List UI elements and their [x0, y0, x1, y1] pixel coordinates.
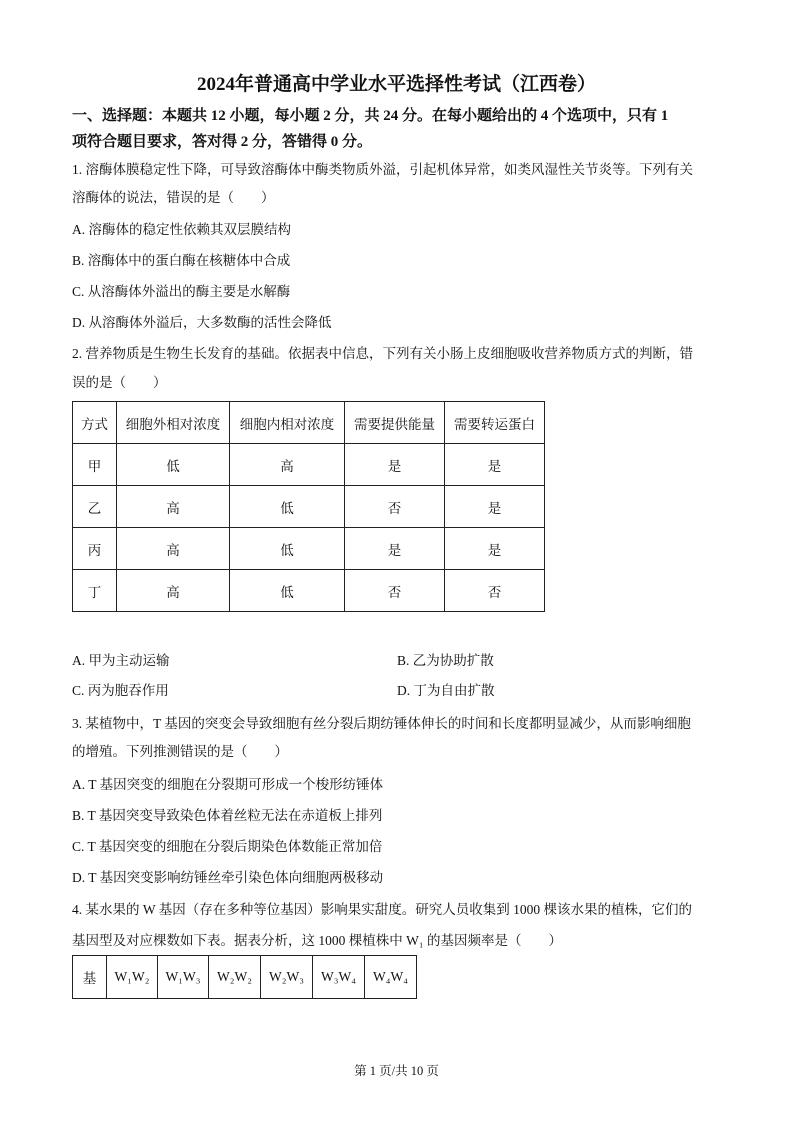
header-cell: 基 [73, 956, 107, 999]
genotype-table [72, 955, 417, 999]
table-cell: 高 [117, 570, 230, 612]
table-cell: 低 [230, 486, 345, 528]
table-header-row [73, 956, 417, 999]
q2-option-b: B. 乙为协助扩散 [397, 653, 494, 668]
question-4-stem: 基因型及对应棵数如下表。据表分析，这 1000 棵植株中 W₁ 的基因频率是（ ） [72, 933, 562, 948]
table-cell: 是 [345, 528, 445, 570]
q2-option-a: A. 甲为主动运输 [72, 653, 170, 668]
table-cell: 高 [230, 444, 345, 486]
q1-option-c: C. 从溶酶体外溢出的酶主要是水解酶 [72, 284, 291, 299]
header-cell: W₃W₄ [313, 956, 365, 999]
q2-option-d: D. 丁为自由扩散 [397, 683, 495, 698]
table-cell: 丙 [73, 528, 117, 570]
header-cell: W₁W₂ [107, 956, 158, 999]
header-cell: W₂W₂ [209, 956, 261, 999]
q1-option-b: B. 溶酶体中的蛋白酶在核糖体中合成 [72, 253, 291, 268]
table-cell: 是 [445, 528, 545, 570]
table-row [73, 528, 545, 570]
header-cell: 需要提供能量 [345, 402, 445, 444]
q1-option-d: D. 从溶酶体外溢后，大多数酶的活性会降低 [72, 315, 332, 330]
table-cell: 低 [117, 444, 230, 486]
question-1-stem: 溶酶体的说法，错误的是（ ） [72, 190, 275, 205]
table-cell: 是 [445, 486, 545, 528]
table-cell: 是 [445, 444, 545, 486]
page-title: 2024年普通高中学业水平选择性考试（江西卷） [196, 74, 596, 95]
page-number: 第 1 页/共 10 页 [354, 1064, 439, 1078]
table-cell: 乙 [73, 486, 117, 528]
table-cell: 否 [445, 570, 545, 612]
header-cell: W₁W₃ [158, 956, 209, 999]
question-2-stem: 2. 营养物质是生物生长发育的基础。依据表中信息，下列有关小肠上皮细胞吸收营养物质方式的判断，错 [72, 346, 693, 361]
header-cell: 细胞外相对浓度 [117, 402, 230, 444]
question-3-stem: 的增殖。下列推测错误的是（ ） [72, 744, 288, 759]
table-row [73, 444, 545, 486]
section-heading: 项符合题目要求，答对得 2 分，答错得 0 分。 [72, 134, 373, 150]
header-cell: W₂W₃ [261, 956, 313, 999]
q1-option-a: A. 溶酶体的稳定性依赖其双层膜结构 [72, 222, 291, 237]
table-cell: 否 [345, 570, 445, 612]
section-heading: 一、选择题：本题共 12 小题，每小题 2 分，共 24 分。在每小题给出的 4 个选项中，只有 1 [72, 108, 669, 124]
table-cell: 低 [230, 570, 345, 612]
question-3-stem: 3. 某植物中，T 基因的突变会导致细胞有丝分裂后期纺锤体伸长的时间和长度都明显减少，从而影响细胞 [72, 716, 691, 731]
q3-option-b: B. T 基因突变导致染色体着丝粒无法在赤道板上排列 [72, 808, 383, 823]
table-cell: 是 [345, 444, 445, 486]
header-cell: 方式 [73, 402, 117, 444]
table-cell: 高 [117, 528, 230, 570]
table-cell: 高 [117, 486, 230, 528]
header-cell: 需要转运蛋白 [445, 402, 545, 444]
question-4-stem: 4. 某水果的 W 基因（存在多种等位基因）影响果实甜度。研究人员收集到 1000 棵该水果的植株，它们的 [72, 902, 692, 917]
question-2-stem: 误的是（ ） [72, 375, 167, 390]
q3-option-c: C. T 基因突变的细胞在分裂后期染色体数能正常加倍 [72, 839, 383, 854]
transport-table [72, 401, 545, 612]
table-cell: 丁 [73, 570, 117, 612]
q3-option-a: A. T 基因突变的细胞在分裂期可形成一个梭形纺锤体 [72, 777, 384, 792]
table-cell: 否 [345, 486, 445, 528]
question-1-stem: 1. 溶酶体膜稳定性下降，可导致溶酶体中酶类物质外溢，引起机体异常，如类风湿性关节炎等。下列有关 [72, 162, 693, 177]
table-cell: 甲 [73, 444, 117, 486]
table-row [73, 570, 545, 612]
header-cell: 细胞内相对浓度 [230, 402, 345, 444]
header-cell: W₄W₄ [365, 956, 417, 999]
table-row [73, 486, 545, 528]
table-cell: 低 [230, 528, 345, 570]
table-header-row [73, 402, 545, 444]
q2-option-c: C. 丙为胞吞作用 [72, 683, 169, 698]
q3-option-d: D. T 基因突变影响纺锤丝牵引染色体向细胞两极移动 [72, 870, 384, 885]
